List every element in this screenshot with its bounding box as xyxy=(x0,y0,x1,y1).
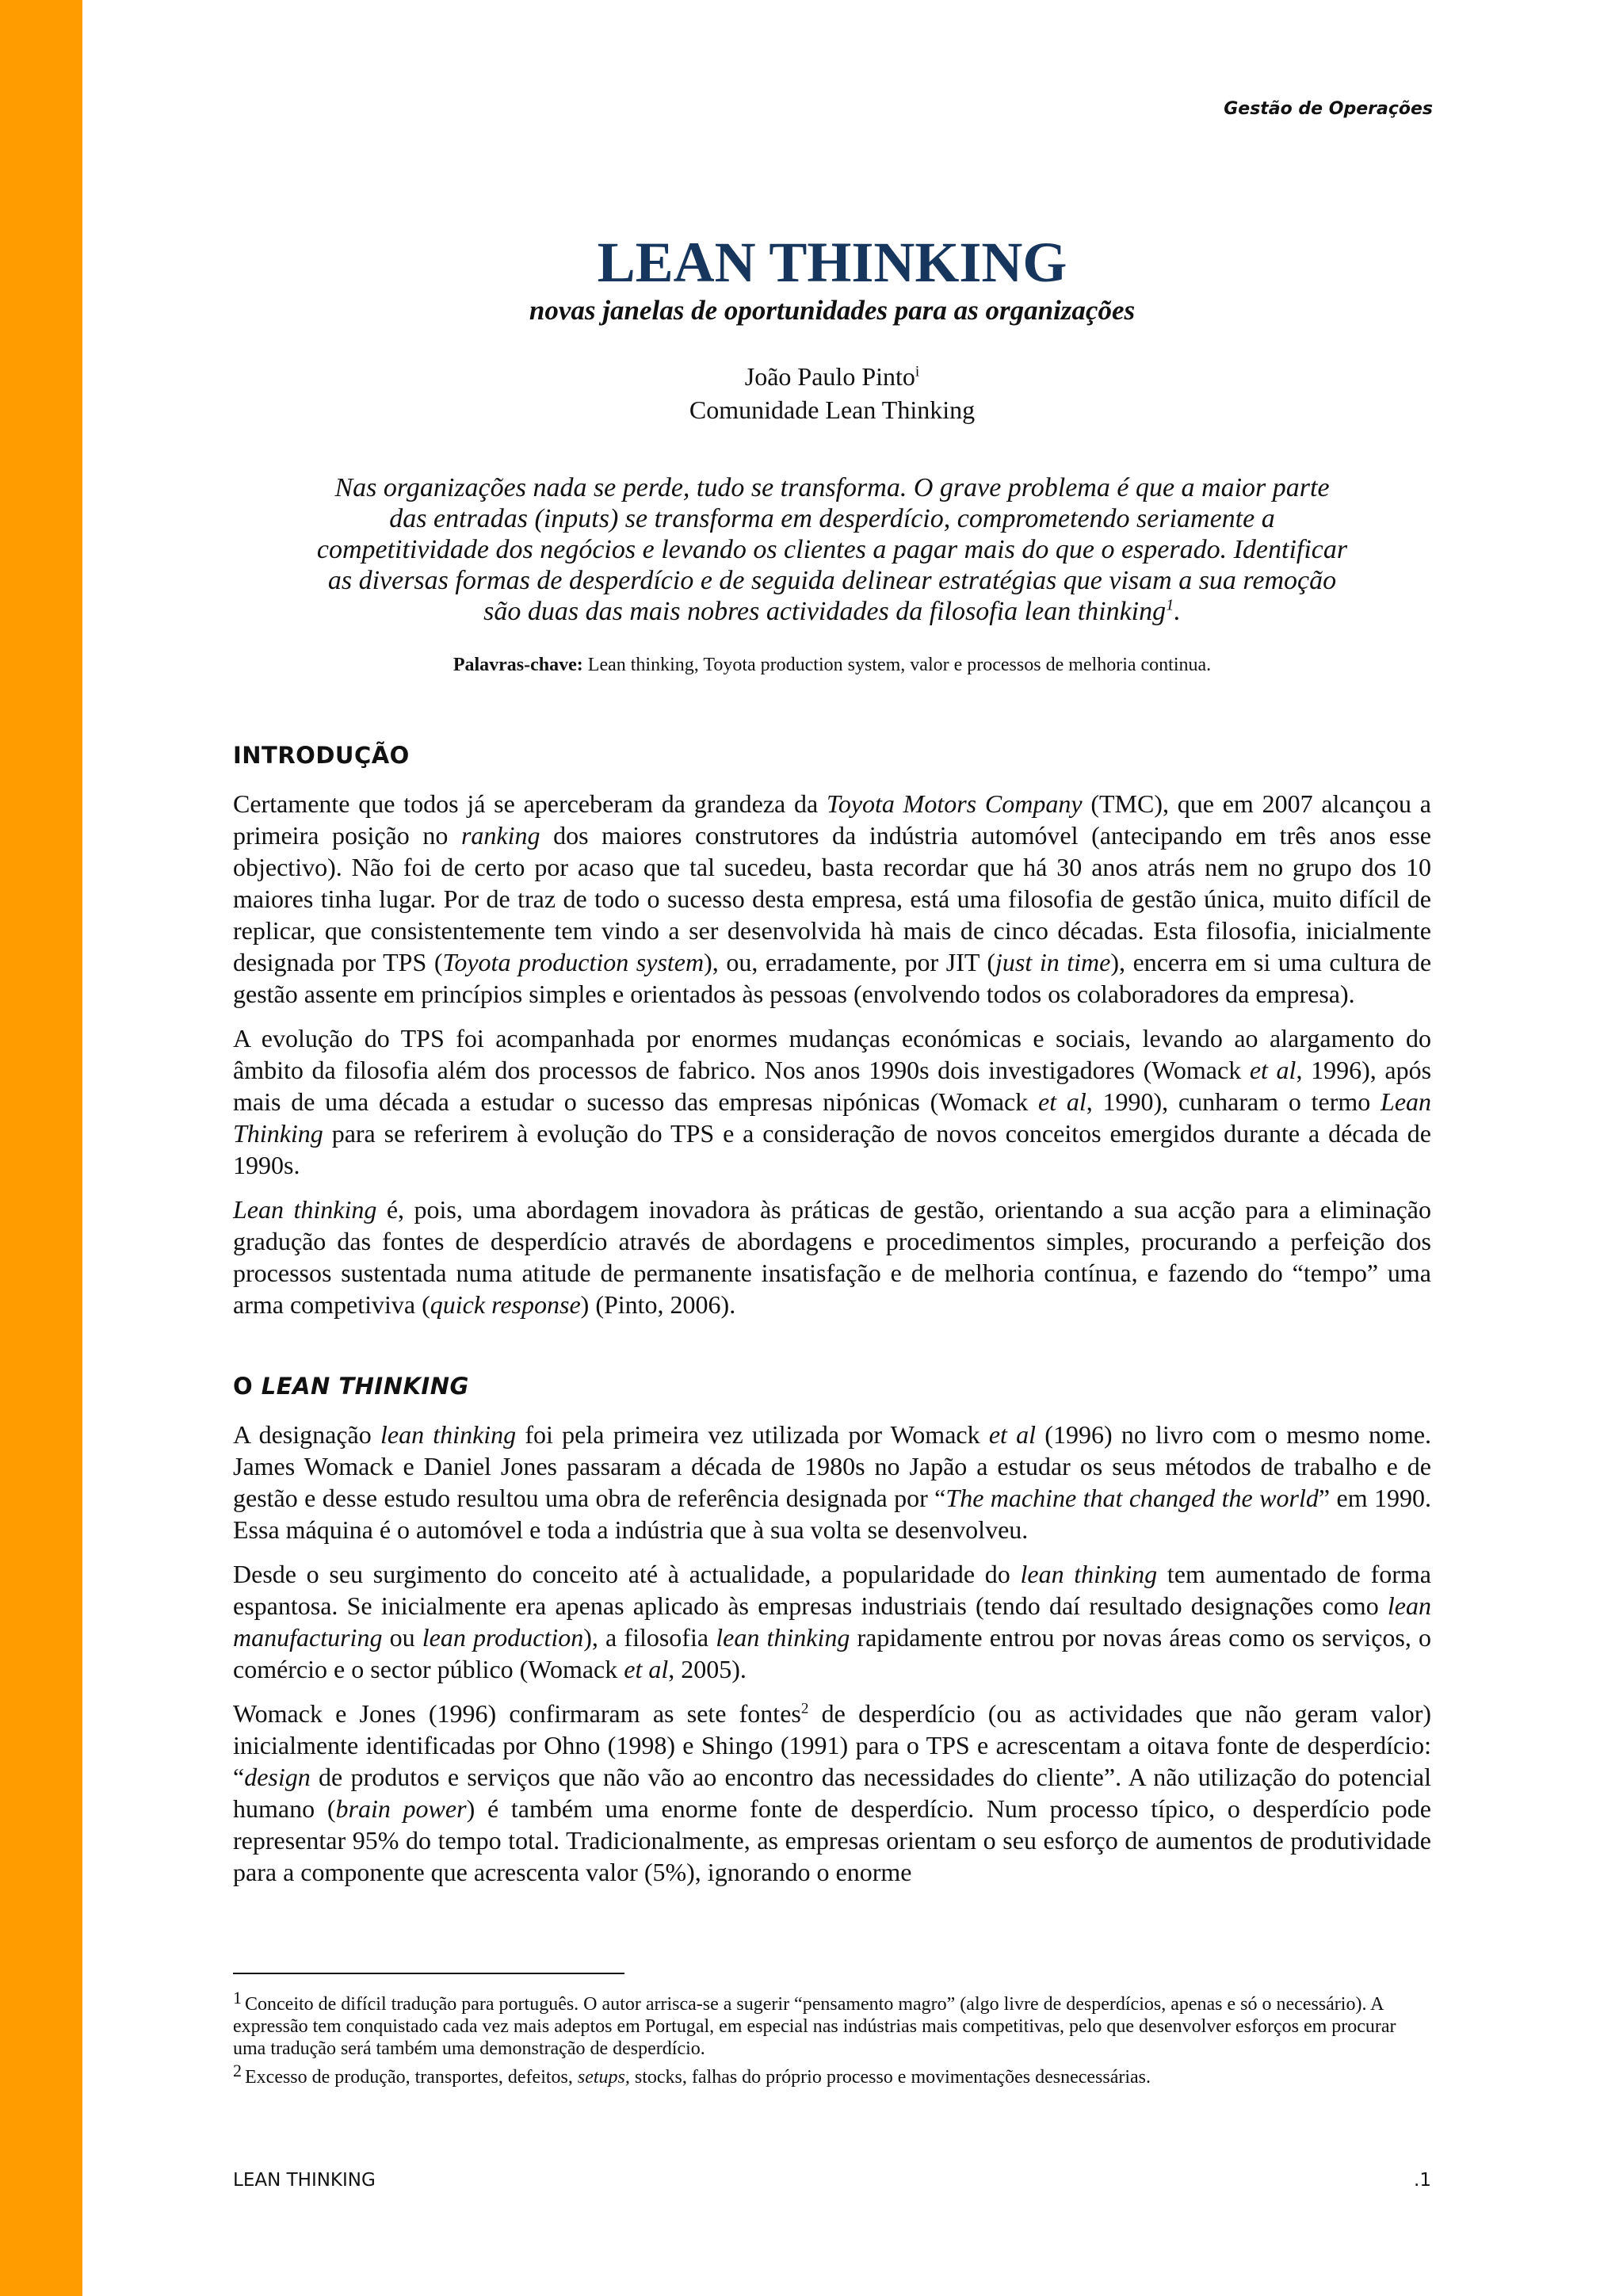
footnote-2-mark: 2 xyxy=(233,2061,242,2080)
running-header: Gestão de Operações xyxy=(1224,99,1433,119)
footnote-1-mark: 1 xyxy=(233,1988,242,2008)
lean-paragraph-3: Womack e Jones (1996) confirmaram as sete fontes$^2$ de desperdício (ou as actividades que não geram valor) inicialmente identificadas por Ohno (1998) e Shingo (1991) para o TPS e acrescentam a oitava fonte de desperdício: “design de produtos e serviços que não vão ao encontro das necessidades do cliente”. A não utilização do potencial humano (brain power) é também uma enorme fonte de desperdício. Num processo típico, o desperdício pode representar 95% do tempo total. Tradicionalmente, as empresas orientam o seu esforço de aumentos de produtividade para a componente que acrescenta valor (5%), ignorando o enorme xyxy=(233,1699,1432,1886)
author-line xyxy=(233,361,1431,394)
intro-paragraph-1: Certamente que todos já se aperceberam da grandeza da Toyota Motors Company (TMC), que em 2007 alcançou a primeira posição no ranking dos maiores construtores da indústria automóvel (antecipando em três anos esse objectivo). Não foi de certo por acaso que tal sucedeu, basta recordar que há 30 anos atrás nem no grupo dos 10 maiores tinha lugar. Por de traz de todo o sucesso desta empresa, está uma filosofia de gestão única, muito difícil de replicar, que consistentemente tem vindo a ser desenvolvida hà mais de cinco décadas. Esta filosofia, inicialmente designada por TPS (Toyota production system), ou, erradamente, por JIT (just in time), encerra em si uma cultura de gestão assente em princípios simples e orientados às pessoas (envolvendo todos os colaboradores da empresa). xyxy=(233,789,1432,1008)
abstract-end: . xyxy=(1174,597,1181,626)
lean-paragraph-1: A designação lean thinking foi pela primeira vez utilizada por Womack et al (1996) no livro com o mesmo nome. James Womack e Daniel Jones passaram a década de 1980s no Japão a estudar os seus métodos de trabalho e de gestão e desse estudo resultou uma obra de referência designada por “The machine that changed the world” em 1990. Essa máquina é o automóvel e toda a indústria que à sua volta se desenvolveu. xyxy=(233,1420,1432,1544)
document-subtitle: novas janelas de oportunidades para as organizações xyxy=(529,295,1136,327)
main-body xyxy=(233,742,1431,1901)
author-affiliation: Comunidade Lean Thinking xyxy=(689,395,976,424)
page-number: .1 xyxy=(1414,2170,1431,2191)
section-heading-introducao: INTRODUÇÃO xyxy=(233,742,410,769)
footnote-2: 2 Excesso de produção, transportes, defeitos, setups, stocks, falhas do próprio processo e movimentações desnecessárias. xyxy=(233,2061,1151,2088)
title-block xyxy=(233,231,1431,426)
footnote-separator xyxy=(233,1973,624,1974)
abstract-text: Nas organizações nada se perde, tudo se transforma. O grave problema é que a maior parte das entradas (inputs) se transforma em desperdício, comprometendo seriamente a competitividade dos negócios e levando os clientes a pagar mais do que o esperado. Identificar as diversas formas de desperdício e de seguida delinear estratégias que visam a sua remoção são duas das mais nobres actividades da filosofia lean thinking xyxy=(316,473,1348,626)
footnotes xyxy=(233,1987,1431,2088)
abstract-footnote-mark: 1 xyxy=(1166,596,1174,614)
footnote-1: 1 Conceito de difícil tradução para português. O autor arrisca-se a sugerir “pensamento magro” (algo livre de desperdícios, apenas e só o necessário). A expressão tem conquistado cada vez mais adeptos em Portugal, em especial nas indústrias mais competitivas, pelo que desenvolver esforços em procurar uma tradução será também uma demonstração de desperdício. xyxy=(233,1988,1396,2059)
document-title: LEAN THINKING xyxy=(597,231,1067,294)
lean-paragraph-2: Desde o seu surgimento do conceito até à actualidade, a popularidade do lean thinking tem aumentado de forma espantosa. Se inicialmente era apenas aplicado às empresas industriais (tendo daí resultado designações como lean manufacturing ou lean production), a filosofia lean thinking rapidamente entrou por novas áreas como os serviços, o comércio e o sector público (Womack et al, 2005). xyxy=(233,1560,1432,1683)
footnote-mark-2: 2 xyxy=(800,1700,809,1717)
footer-title: LEAN THINKING xyxy=(233,2170,376,2191)
intro-paragraph-3: Lean thinking é, pois, uma abordagem inovadora às práticas de gestão, orientando a sua acção para a eliminação gradução das fontes de desperdício através de abordagens e procedimentos simples, procurando a perfeição dos processos sustentada numa atitude de permanente insatisfação e de melhoria contínua, e fazendo do “tempo” uma arma competiviva (quick response) (Pinto, 2006). xyxy=(233,1195,1432,1319)
keywords xyxy=(233,655,1431,676)
intro-paragraph-2: A evolução do TPS foi acompanhada por enormes mudanças económicas e sociais, levando ao alargamento do âmbito da filosofia além dos processos de fabrico. Nos anos 1990s dois investigadores (Womack et al, 1996), após mais de uma década a estudar o sucesso das empresas nipónicas (Womack et al, 1990), cunharam o termo Lean Thinking para se referirem à evolução do TPS e a consideração de novos conceitos emergidos durante a década de 1990s. xyxy=(233,1024,1432,1179)
author-name: João Paulo Pinto xyxy=(744,362,915,392)
abstract xyxy=(313,472,1351,627)
keywords-text: Lean thinking, Toyota production system, valor e processos de melhoria continua. xyxy=(587,655,1212,675)
author-endnote-mark: i xyxy=(915,363,920,380)
keywords-label: Palavras-chave: xyxy=(453,655,583,675)
section-heading-lean-thinking: O LEAN THINKING xyxy=(233,1373,469,1400)
orange-side-stripe xyxy=(0,0,82,2296)
